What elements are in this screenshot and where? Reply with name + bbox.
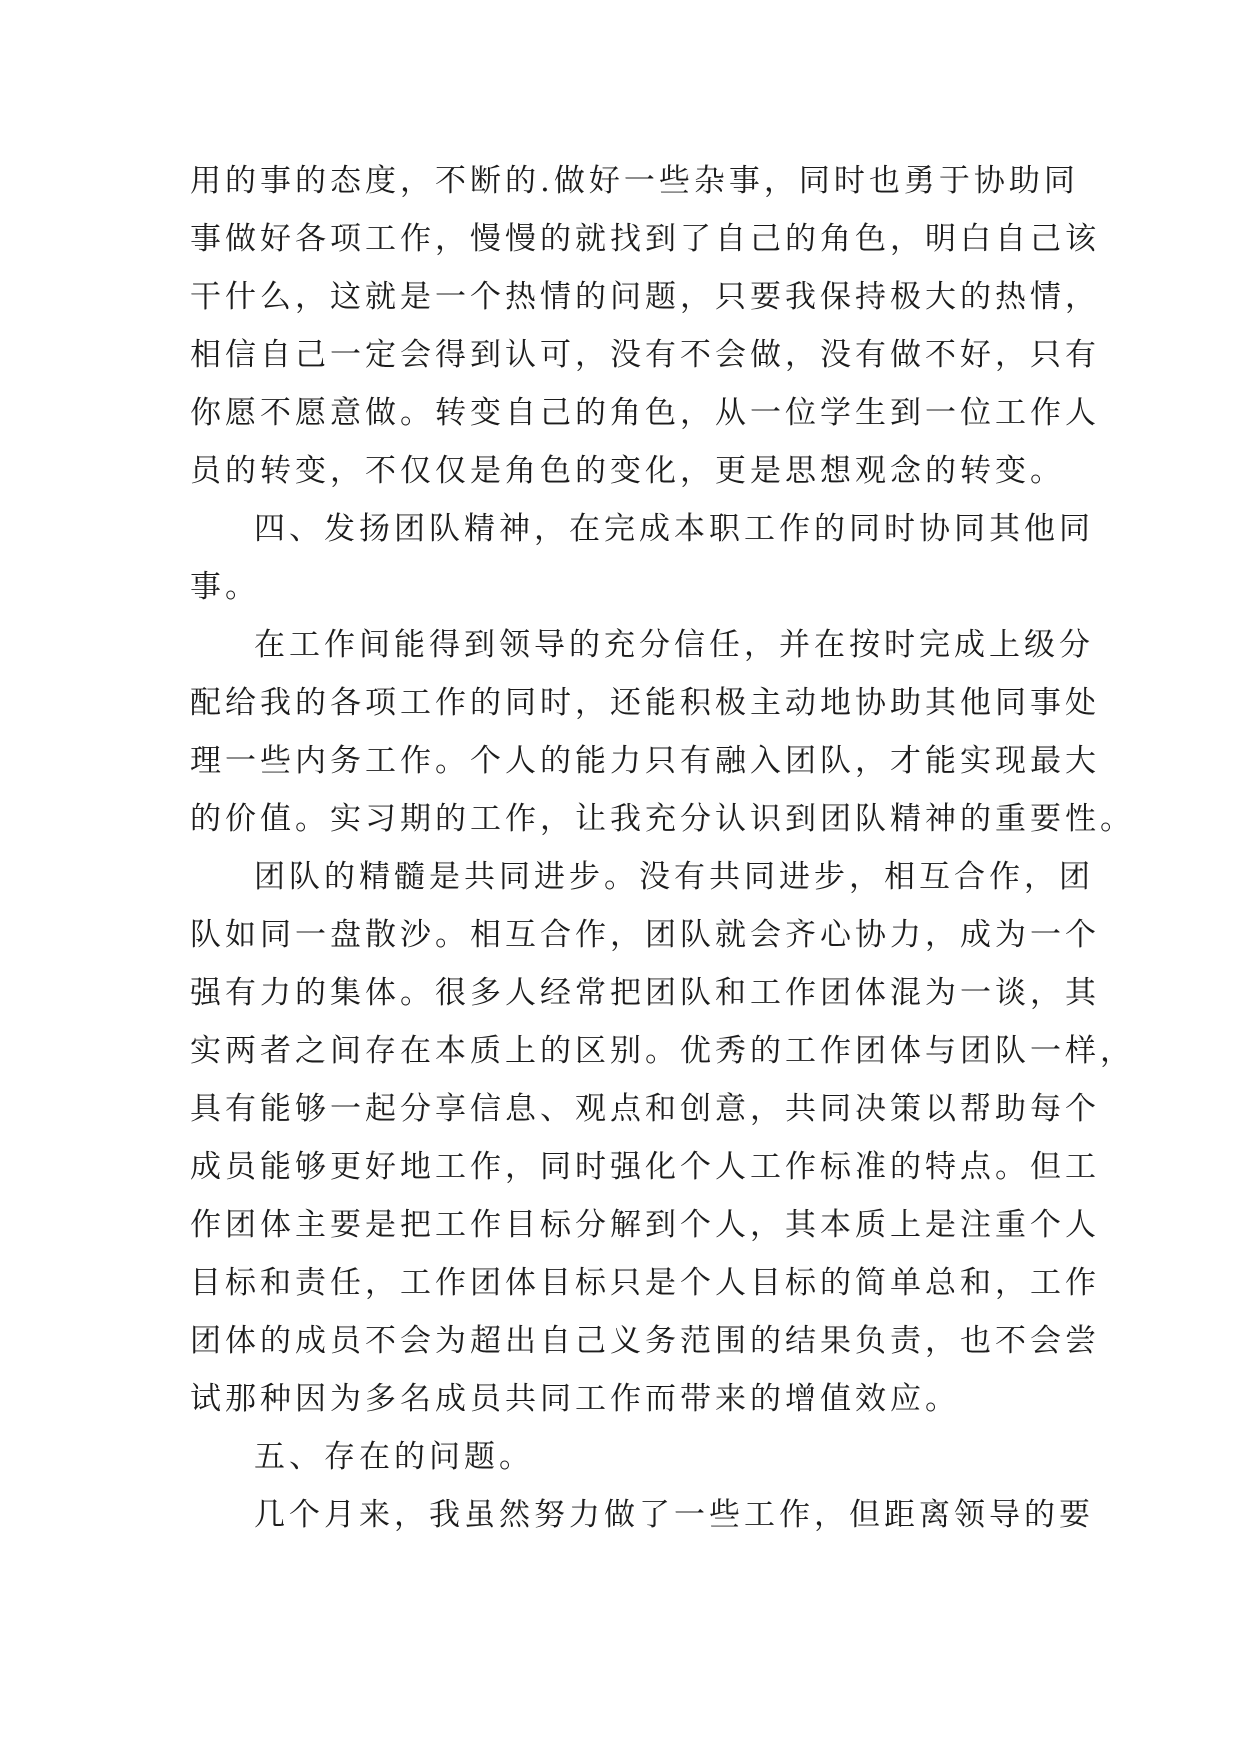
text-line: 目标和责任，工作团体目标只是个人目标的简单总和，工作 <box>190 1265 1100 1301</box>
paragraph-start: 几个月来，我虽然努力做了一些工作，但距离领导的要 <box>254 1497 1094 1533</box>
text-line: 强有力的集体。很多人经常把团队和工作团体混为一谈，其 <box>190 975 1100 1011</box>
paragraph-start: 在工作间能得到领导的充分信任，并在按时完成上级分 <box>254 627 1094 663</box>
text-line: 的价值。实习期的工作，让我充分认识到团队精神的重要性。 <box>190 801 1135 837</box>
section-heading-5: 五、存在的问题。 <box>254 1439 534 1475</box>
text-line: 试那种因为多名成员共同工作而带来的增值效应。 <box>190 1381 960 1417</box>
text-line: 相信自己一定会得到认可，没有不会做，没有做不好，只有 <box>190 337 1100 373</box>
text-line: 配给我的各项工作的同时，还能积极主动地协助其他同事处 <box>190 685 1100 721</box>
section-heading-4: 四、发扬团队精神，在完成本职工作的同时协同其他同 <box>254 511 1094 547</box>
text-line: 事做好各项工作，慢慢的就找到了自己的角色，明白自己该 <box>190 221 1100 257</box>
text-line: 成员能够更好地工作，同时强化个人工作标准的特点。但工 <box>190 1149 1100 1185</box>
paragraph-start: 团队的精髓是共同进步。没有共同进步，相互合作，团 <box>254 859 1094 895</box>
text-line: 用的事的态度，不断的.做好一些杂事，同时也勇于协助同 <box>190 163 1079 199</box>
text-line: 作团体主要是把工作目标分解到个人，其本质上是注重个人 <box>190 1207 1100 1243</box>
text-line: 实两者之间存在本质上的区别。优秀的工作团体与团队一样， <box>190 1033 1135 1069</box>
section-heading-4-continuation: 事。 <box>190 569 260 605</box>
text-line: 具有能够一起分享信息、观点和创意，共同决策以帮助每个 <box>190 1091 1100 1127</box>
text-line: 理一些内务工作。个人的能力只有融入团队，才能实现最大 <box>190 743 1100 779</box>
text-line: 你愿不愿意做。转变自己的角色，从一位学生到一位工作人 <box>190 395 1100 431</box>
text-line: 员的转变，不仅仅是角色的变化，更是思想观念的转变。 <box>190 453 1065 489</box>
text-line: 队如同一盘散沙。相互合作，团队就会齐心协力，成为一个 <box>190 917 1100 953</box>
body-text <box>190 152 1135 1544</box>
text-line: 干什么，这就是一个热情的问题，只要我保持极大的热情， <box>190 279 1100 315</box>
text-line: 团体的成员不会为超出自己义务范围的结果负责，也不会尝 <box>190 1323 1100 1359</box>
